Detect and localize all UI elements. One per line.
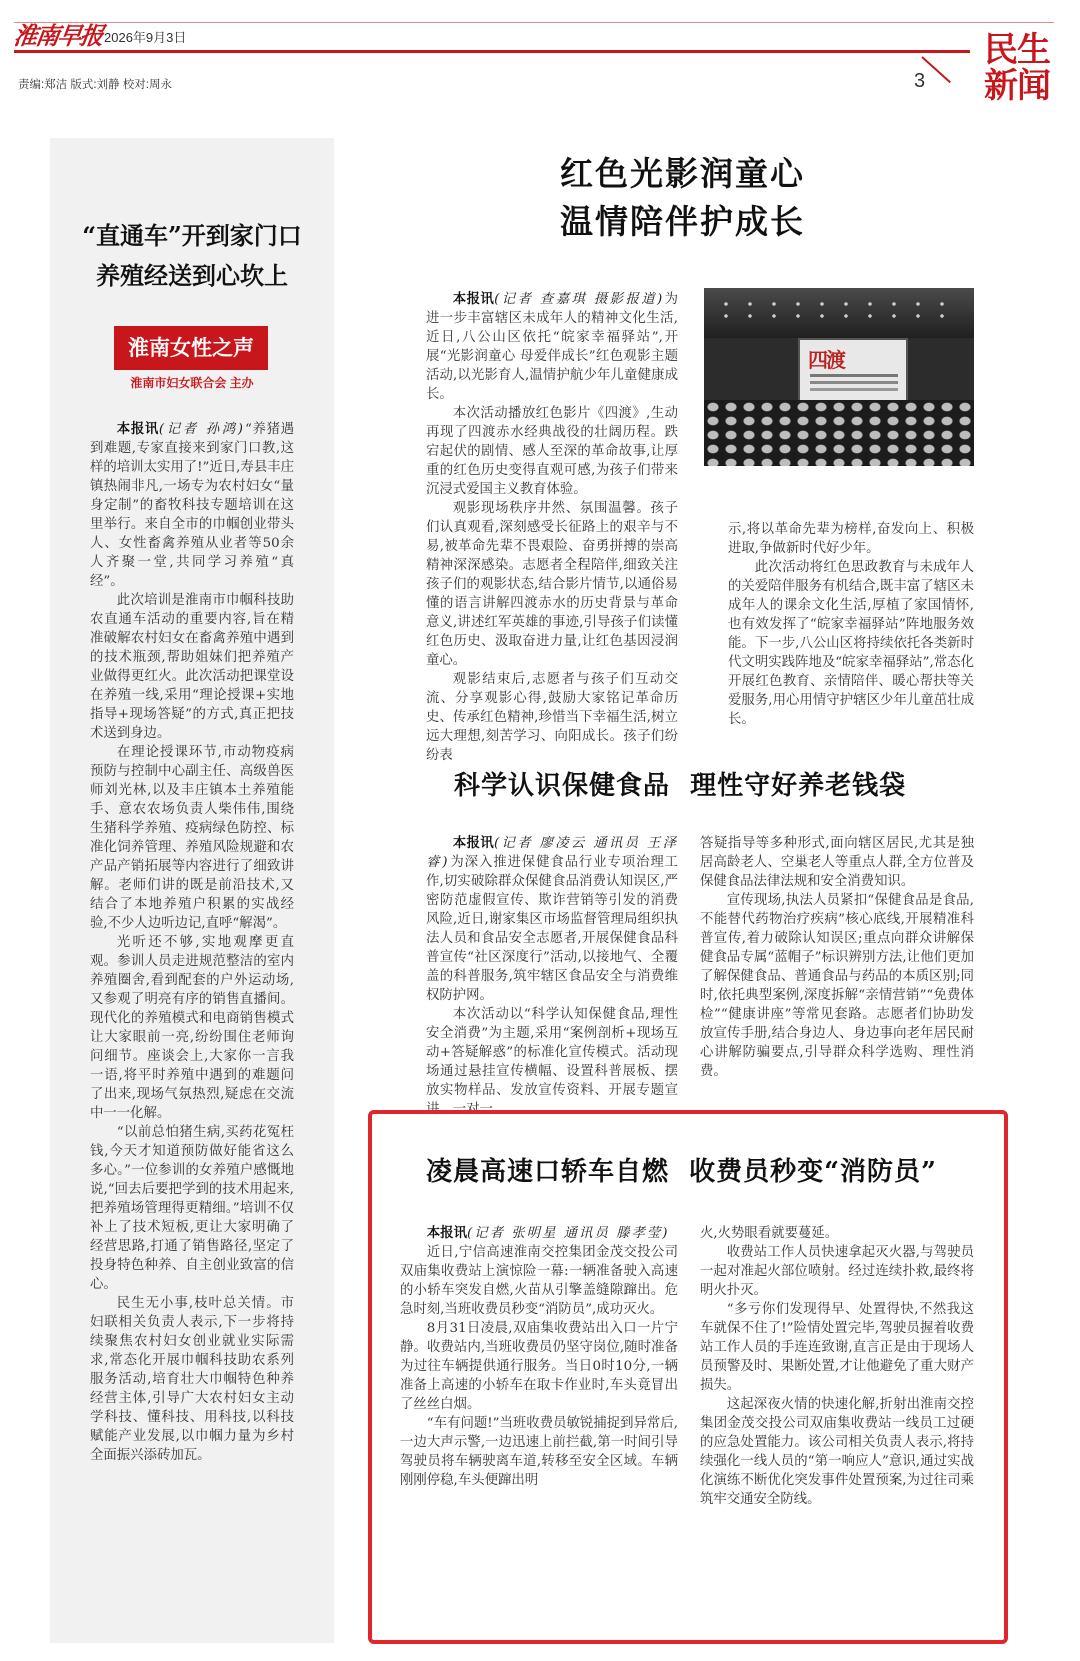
paragraph: 本报讯(记者 廖凌云 通讯员 王泽睿)为深入推进保健食品行业专项治理工作,切实破除群众保健食品消费认知误区,严密防范虚假宣传、欺诈营销等引发的消费风险,近日,谢家集区市场监督管理局组织执法人员和食品安全志愿者,开展保健食品科普宣传“社区深度行”活动,以接地气、全覆盖的科普服务,筑牢辖区食品安全与消费维权防护网。 (426, 835, 679, 1003)
lede-label: 本报讯 (452, 835, 494, 851)
lede-label: 本报讯 (116, 421, 159, 437)
paragraph: 近日,宁信高速淮南交控集团金茂交投公司双庙集收费站上演惊险一幕:一辆准备驶入高速的小轿车突发自燃,火苗从引擎盖缝隙蹿出。危急时刻,当班收费员秒变“消防员”,成功灭火。 (400, 1245, 678, 1317)
article3-column-1 (400, 1224, 678, 1490)
top-thin-rule (14, 22, 1054, 23)
paragraph: 这起深夜火情的快速化解,折射出淮南交控集团金茂交投公司双庙集收费站一线员工过硬的应急处置能力。该公司相关负责人表示,将持续强化一线人员的“第一响应人”意识,通过实战化演练不断优化突发事件处置预案,为过往司乘筑牢交通安全防线。 (700, 1397, 974, 1507)
byline: (记者 孙鸿) (158, 422, 246, 437)
paragraph: 8月31日凌晨,双庙集收费站出入口一片宁静。收费站内,当班收费员仍坚守岗位,随时准备为过往车辆提供通行服务。当日0时10分,一辆准备上高速的小轿车在取卡作业时,车头竟冒出了丝丝白烟。 (400, 1321, 678, 1412)
photo-movie-screen (798, 338, 908, 408)
sidebar-body (90, 420, 294, 1465)
paragraph: 宣传现场,执法人员紧扣“保健食品是食品,不能替代药物治疗疾病”核心底线,开展精准科普宣传,着力破除认知误区;重点向群众讲解保健食品专属“蓝帽子”标识辨别方法,让他们更加了解保健食品、普通食品与药品的本质区别;同时,依托典型案例,深度拆解“亲情营销”“免费体检”“健康讲座”等常见套路。志愿者们协助发放宣传手册,结合身边人、身边事向老年居民耐心讲解防骗要点,引导群众科学选购、理性消费。 (700, 893, 974, 1079)
paragraph: 民生无小事,枝叶总关情。市妇联相关负责人表示,下一步将持续聚焦农村妇女创业就业实际需求,常态化开展巾帼科技助农系列服务活动,培育壮大巾帼特色种养经营主体,引导广大农村妇女主动学科技、懂科技、用科技,以科技赋能产业发展,以巾帼力量为乡村全面振兴添砖加瓦。 (90, 1296, 294, 1463)
paragraph: 本次活动播放红色影片《四渡》,生动再现了四渡赤水经典战役的壮阔历程。跌宕起伏的剧情、感人至深的革命故事,让厚重的红色历史变得直观可感,为孩子们带来沉浸式爱国主义教育体验。 (426, 406, 678, 497)
paragraph-continued: 示,将以革命先辈为榜样,奋发向上、积极进取,争做新时代好少年。 (728, 522, 974, 556)
paragraph: 光听还不够,实地观摩更直观。参训人员走进规范整洁的室内养殖圈舍,看到配套的户外运动场,又参观了明亮有序的销售直播间。现代化的养殖模式和电商销售模式让大家眼前一亮,纷纷围住老师询问细节。座谈会上,大家你一言我一语,将平时养殖中遇到的难题问了出来,现场气氛热烈,疑虑在交流中一一化解。 (90, 935, 294, 1121)
paragraph: 本报讯(记者 查嘉琪 摄影报道)为进一步丰富辖区未成年人的精神文化生活,近日,八公山区依托“皖家幸福驿站”,开展“光影润童心 母爱伴成长”红色观影主题活动,以光影育人,温情护航少年儿童健康成长。 (426, 291, 678, 402)
paragraph: 此次培训是淮南市巾帼科技助农直通车活动的重要内容,旨在精准破解农村妇女在畜禽养殖中遇到的技术瓶颈,帮助姐妹们把养殖产业做得更红火。此次活动把课堂设在养殖一线,采用“理论授课+实地指导+现场答疑”的方式,真正把技术送到身边。 (90, 593, 294, 741)
photo-screen-lines (810, 374, 898, 377)
article1-headline (560, 150, 1020, 246)
sidebar-headline-line1: “直通车”开到家门口 (82, 221, 302, 250)
column-host: 淮南市妇女联合会 主办 (130, 376, 254, 390)
photo-ceiling-lights (714, 298, 964, 324)
article1-headline-line1: 红色光影润童心 (560, 154, 805, 193)
paragraph: “多亏你们发现得早、处置得快,不然我这车就保不住了!”险情处置完毕,驾驶员握着收费站工作人员的手连连致谢,直言正是由于现场人员预警及时、果断处置,才让他避免了重大财产损失。 (700, 1302, 974, 1393)
issue-date: 2026年9月3日 (104, 30, 187, 45)
article2-column-2 (700, 834, 974, 1081)
paragraph-continued: 火,火势眼看就要蔓延。 (700, 1226, 839, 1241)
article3-column-2 (700, 1224, 974, 1509)
page-number: 3 (914, 70, 926, 92)
article1-column-1 (426, 290, 678, 765)
editor-credits: 责编:郑洁 版式:刘静 校对:周永 (18, 79, 172, 91)
section-title: 民生新闻 (984, 30, 1050, 106)
paragraph (400, 1224, 678, 1243)
paragraph: 本次活动以“科学认知保健食品,理性安全消费”为主题,采用“案例剖析+现场互动+答疑解惑”的标准化宣传模式。活动现场通过悬挂宣传横幅、设置科普展板、摆放实物样品、发放宣传资料、开展专题宣讲、一对一 (426, 1007, 678, 1117)
photo-screen-title: 四渡 (808, 348, 844, 372)
paragraph: “车有问题!”当班收费员敏锐捕捉到异常后,一边大声示警,一边迅速上前拦截,第一时间引导驾驶员将车辆驶离车道,转移至安全区域。车辆刚刚停稳,车头便蹿出明 (400, 1416, 678, 1488)
byline: (记者 张明星 通讯员 滕孝莹) (466, 1226, 670, 1241)
paragraph: 本报讯(记者 孙鸿)“养猪遇到难题,专家直接来到家门口教,这样的培训太实用了!”近日,寿县丰庄镇热闹非凡,一场专为农村妇女“量身定制”的畜牧科技专题培训在这里举行。来自全市的巾帼创业带头人、女性畜禽养殖从业者等50余人齐聚一堂,共同学习养殖“真经”。 (90, 421, 294, 589)
article1-column-2 (728, 520, 974, 729)
article2-column-1 (426, 834, 678, 1119)
paragraph: 此次活动将红色思政教育与未成年人的关爱陪伴服务有机结合,既丰富了辖区未成年人的课余文化生活,厚植了家国情怀,也有效发挥了“皖家幸福驿站”阵地服务效能。下一步,八公山区将持续依托各类新时代文明实践阵地及“皖家幸福驿站”,常态化开展红色教育、亲情陪伴、暖心帮扶等关爱服务,用心用情守护辖区少年儿童茁壮成长。 (728, 560, 974, 727)
sidebar-article (50, 138, 334, 1643)
article2-headline: 科学认识保健食品 理性守好养老钱袋 (454, 771, 907, 801)
paragraph: 收费站工作人员快速拿起灭火器,与驾驶员一起对准起火部位喷射。经过连续扑救,最终将明火扑灭。 (700, 1245, 974, 1298)
photo-audience (704, 400, 974, 466)
paragraph-continued: 答疑指导等多种形式,面向辖区居民,尤其是独居高龄老人、空巢老人等重点人群,全方位普及保健食品法律法规和安全消费知识。 (700, 836, 974, 889)
lede-label: 本报讯 (426, 1225, 467, 1241)
byline: (记者 廖凌云 通讯员 王泽睿) (426, 836, 679, 870)
column-badge: 淮南女性之声 (114, 326, 268, 370)
lede-label: 本报讯 (452, 291, 495, 307)
article1-headline-line2: 温情陪伴护成长 (560, 202, 805, 241)
paragraph: 观影现场秩序井然、氛围温馨。孩子们认真观看,深刻感受长征路上的艰辛与不易,被革命先辈不畏艰险、奋勇拼搏的崇高精神深深感染。志愿者全程陪伴,细致关注孩子们的观影状态,结合影片情节,以通俗易懂的语言讲解四渡赤水的历史背景与革命意义,讲述红军英雄的事迹,引导孩子们读懂红色历史、汲取奋进力量,让红色基因浸润童心。 (426, 501, 678, 668)
paragraph: 在理论授课环节,市动物疫病预防与控制中心副主任、高级兽医师刘光林,以及丰庄镇本土养殖能手、意农农场负责人柴伟伟,围绕生猪科学养殖、疫病绿色防控、标准化饲养管理、养殖风险规避和农产品产销拓展等内容进行了细致讲解。老师们讲的既是前沿技术,又结合了本地养殖户积累的实战经验,不少人边听边记,直呼“解渴”。 (90, 745, 294, 931)
newspaper-logo: 淮南早报 (11, 21, 104, 50)
sidebar-headline-line2: 养殖经送到心坎上 (96, 261, 288, 290)
paragraph: 观影结束后,志愿者与孩子们互动交流、分享观影心得,鼓励大家铭记革命历史、传承红色精神,珍惜当下幸福生活,树立远大理想,刻苦学习、向阳成长。孩子们纷纷表 (426, 672, 678, 763)
masthead-red-rule (14, 50, 970, 53)
sidebar-headline (50, 216, 334, 296)
byline: (记者 查嘉琪 摄影报道) (494, 292, 665, 307)
page-divider-slash (921, 56, 951, 83)
masthead (0, 0, 1080, 120)
article3-headline: 凌晨高速口轿车自燃 收费员秒变“消防员” (426, 1157, 938, 1187)
cinema-photo (704, 288, 974, 466)
paragraph: “以前总怕猪生病,买药花冤枉钱,今天才知道预防做好能省这么多心。”一位参训的女养殖户感慨地说,“回去后要把学到的技术用起来,把养殖场管理得更精细。”培训不仅补上了技术短板,更让大家明确了经营思路,打通了销售路径,坚定了投身特色种养、自主创业致富的信心。 (90, 1125, 294, 1292)
